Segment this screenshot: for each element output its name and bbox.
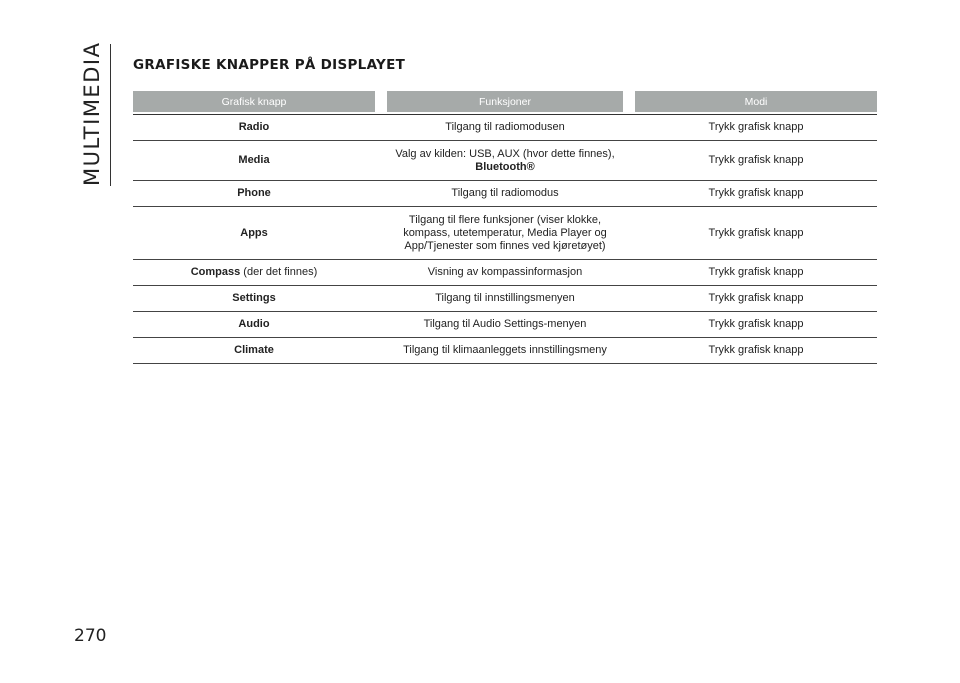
table-row <box>133 207 877 260</box>
table-row <box>133 181 877 207</box>
button-name-cell <box>133 181 375 207</box>
button-name: Climate <box>234 344 274 356</box>
function-text: App/Tjenester som finnes ved kjøretøyet) <box>404 239 606 252</box>
function-text: kompass, utetemperatur, Media Player og <box>403 226 607 239</box>
button-name-cell <box>133 286 375 312</box>
button-name-cell <box>133 260 375 286</box>
function-text: Tilgang til flere funksjoner (viser klokke, <box>408 213 602 226</box>
header-modes: Modi <box>635 91 877 112</box>
mode-cell: Trykk grafisk knapp <box>635 338 877 364</box>
table-row <box>133 338 877 364</box>
function-cell <box>375 141 635 181</box>
header-button: Grafisk knapp <box>133 91 375 112</box>
button-name-cell <box>133 338 375 364</box>
button-name: Phone <box>237 187 271 199</box>
section-divider <box>110 44 111 186</box>
mode-cell: Trykk grafisk knapp <box>635 207 877 260</box>
header-functions: Funksjoner <box>387 91 623 112</box>
table-row <box>133 141 877 181</box>
button-name-cell <box>133 141 375 181</box>
function-cell <box>375 338 635 364</box>
table-header-row <box>133 91 877 112</box>
function-text: Valg av kilden: USB, AUX (hvor dette finnes), <box>395 147 615 160</box>
mode-cell: Trykk grafisk knapp <box>635 260 877 286</box>
button-name: Compass <box>190 266 241 278</box>
button-name-cell <box>133 312 375 338</box>
page-number: 270 <box>74 626 107 646</box>
button-note: (der det finnes) <box>240 266 318 278</box>
button-name: Apps <box>240 226 268 239</box>
button-name-cell <box>133 115 375 141</box>
function-cell <box>375 207 635 260</box>
button-name: Radio <box>238 121 270 133</box>
function-text: Tilgang til innstillingsmenyen <box>435 292 575 304</box>
table-row <box>133 115 877 141</box>
function-text: Tilgang til radiomodusen <box>445 121 565 133</box>
button-name: Settings <box>232 292 276 304</box>
button-name: Audio <box>238 318 270 330</box>
header-gap <box>623 91 635 112</box>
function-cell <box>375 312 635 338</box>
table-row <box>133 286 877 312</box>
function-text: Tilgang til Audio Settings-menyen <box>423 318 587 330</box>
mode-cell: Trykk grafisk knapp <box>635 115 877 141</box>
button-name: Media <box>238 154 270 166</box>
button-name-cell <box>133 207 375 260</box>
table-row <box>133 260 877 286</box>
mode-cell: Trykk grafisk knapp <box>635 181 877 207</box>
mode-cell: Trykk grafisk knapp <box>635 312 877 338</box>
mode-cell: Trykk grafisk knapp <box>635 286 877 312</box>
function-text: Visning av kompassinformasjon <box>427 266 583 278</box>
mode-cell: Trykk grafisk knapp <box>635 141 877 181</box>
buttons-table <box>133 91 877 364</box>
function-cell <box>375 286 635 312</box>
function-cell <box>375 115 635 141</box>
function-text: Tilgang til radiomodus <box>451 187 559 199</box>
function-cell <box>375 181 635 207</box>
function-text: Tilgang til klimaanleggets innstillingsmeny <box>403 344 607 356</box>
header-gap <box>375 91 387 112</box>
function-text-bold: Bluetooth® <box>475 160 535 173</box>
table-row <box>133 312 877 338</box>
page-heading: GRAFISKE KNAPPER PÅ DISPLAYET <box>133 57 406 73</box>
section-title: MULTIMEDIA <box>80 41 104 186</box>
function-cell <box>375 260 635 286</box>
